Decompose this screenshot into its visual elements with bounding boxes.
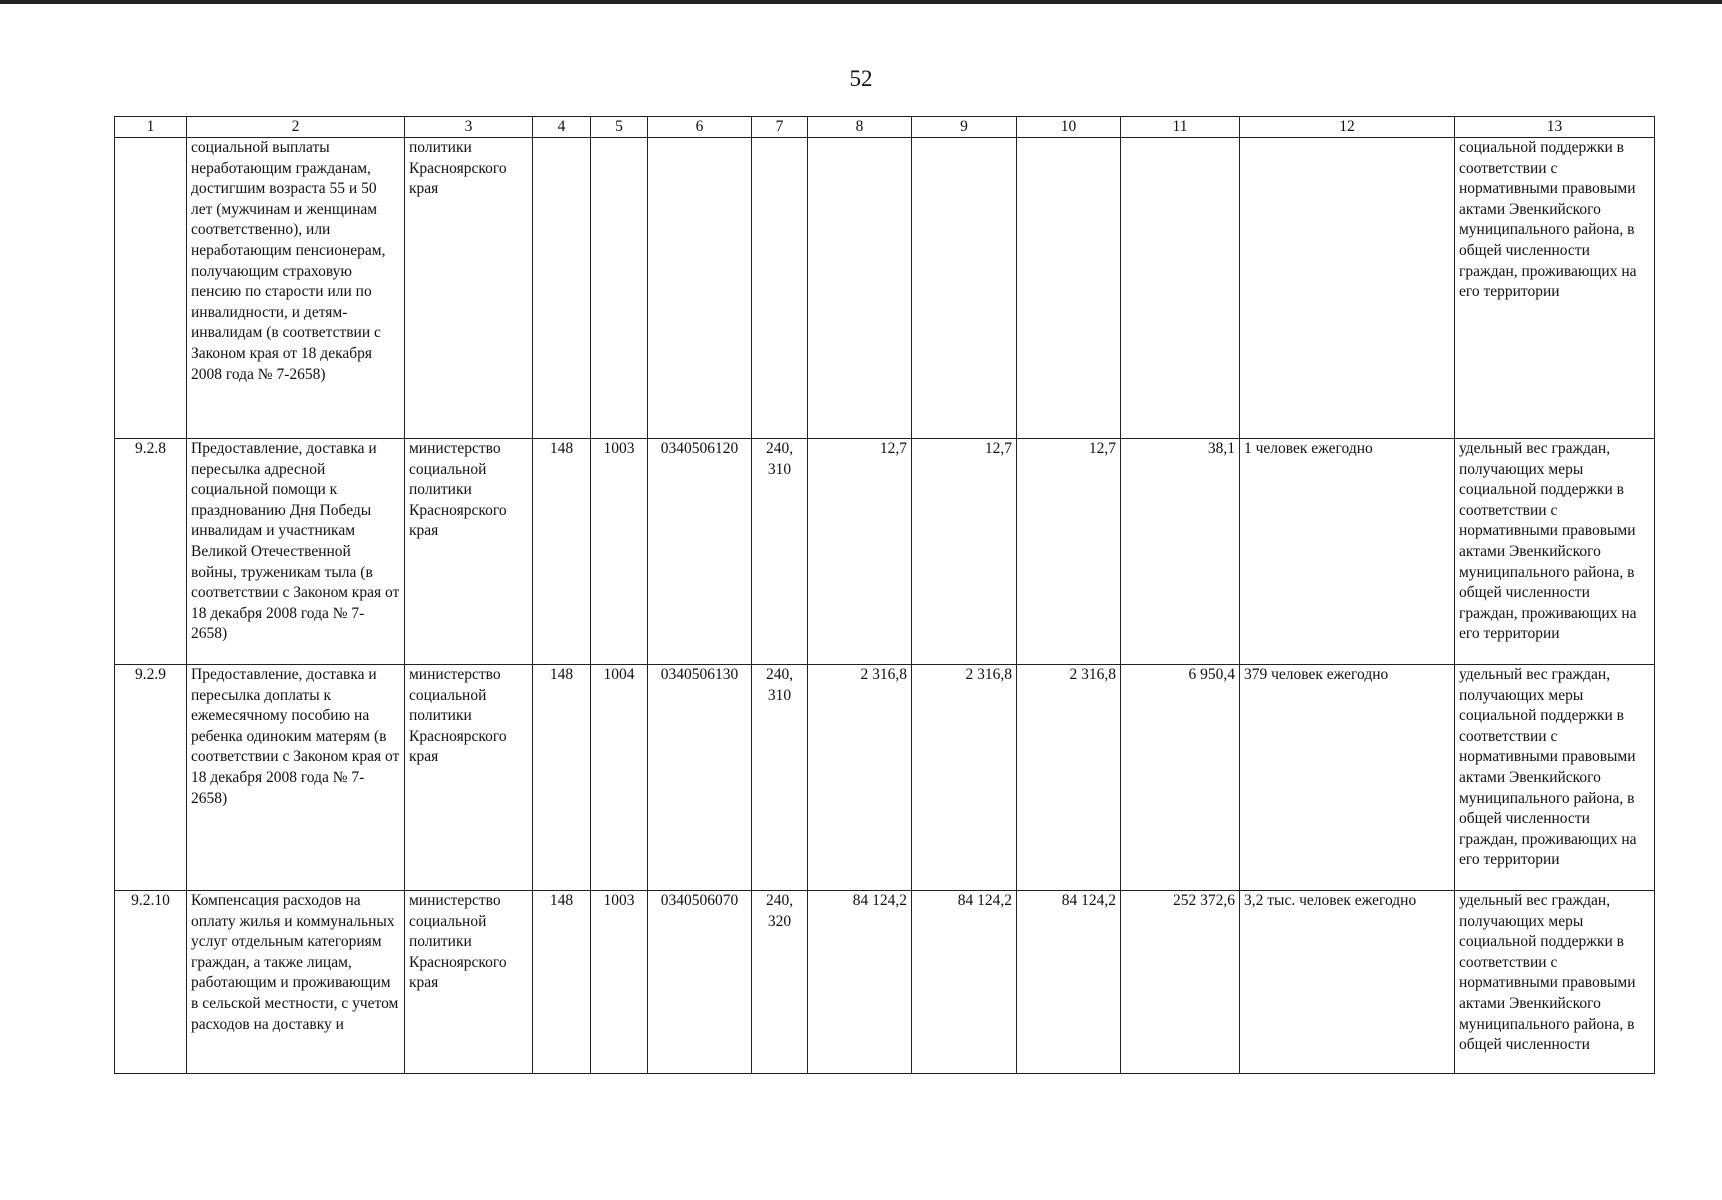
indicator-cell: удельный вес граждан, получающих меры социальной поддержки в соответствии с нормативными правовыми актами Эвенкийского муниципального района, в общей численности граждан, проживающих на его территории — [1455, 665, 1655, 891]
vr-cell: 240, 320 — [752, 891, 808, 1074]
grbs-cell: 148 — [533, 891, 591, 1074]
program-activities-table — [114, 116, 1655, 1074]
column-header: 12 — [1240, 117, 1455, 138]
year1-amount-cell: 84 124,2 — [808, 891, 912, 1074]
executor-cell: министерство социальной политики Красноярского края — [405, 665, 533, 891]
activity-name-cell: Компенсация расходов на оплату жилья и коммунальных услуг отдельным категориям граждан, а также лицам, работающим и проживающим в сельской местности, с учетом расходов на доставку и — [187, 891, 405, 1074]
column-header: 5 — [591, 117, 648, 138]
program-table-wrapper — [114, 116, 1654, 1074]
rzpr-cell — [591, 138, 648, 439]
top-border-line — [0, 0, 1722, 4]
activity-name-cell: социальной выплаты неработающим гражданам, достигшим возраста 55 и 50 лет (мужчинам и женщинам соответственно), или неработающим пенсионерам, получающим страховую пенсию по старости или по инвалидности, и детям-инвалидам (в соответствии с Законом края от 18 декабря 2008 года № 7-2658) — [187, 138, 405, 439]
total-amount-cell: 38,1 — [1121, 439, 1240, 665]
year2-amount-cell: 84 124,2 — [912, 891, 1017, 1074]
row-number-cell: 9.2.9 — [115, 665, 187, 891]
column-header: 4 — [533, 117, 591, 138]
column-header: 11 — [1121, 117, 1240, 138]
rzpr-cell: 1003 — [591, 891, 648, 1074]
column-number-header-row — [115, 117, 1655, 138]
column-header: 2 — [187, 117, 405, 138]
column-header: 10 — [1017, 117, 1121, 138]
column-header: 8 — [808, 117, 912, 138]
table-row — [115, 138, 1655, 439]
year1-amount-cell: 2 316,8 — [808, 665, 912, 891]
csr-cell: 0340506130 — [648, 665, 752, 891]
table-row — [115, 439, 1655, 665]
year3-amount-cell: 2 316,8 — [1017, 665, 1121, 891]
indicator-cell: удельный вес граждан, получающих меры социальной поддержки в соответствии с нормативными правовыми актами Эвенкийского муниципального района, в общей численности граждан, проживающих на его территории — [1455, 439, 1655, 665]
activity-name-cell: Предоставление, доставка и пересылка доплаты к ежемесячному пособию на ребенка одиноким матерям (в соответствии с Законом края от 18 декабря 2008 года № 7-2658) — [187, 665, 405, 891]
table-row — [115, 891, 1655, 1074]
page-number: 52 — [849, 66, 873, 91]
executor-cell: министерство социальной политики Красноярского края — [405, 439, 533, 665]
vr-cell — [752, 138, 808, 439]
executor-cell: политики Красноярского края — [405, 138, 533, 439]
column-header: 7 — [752, 117, 808, 138]
total-amount-cell: 6 950,4 — [1121, 665, 1240, 891]
rzpr-cell: 1003 — [591, 439, 648, 665]
vr-cell: 240, 310 — [752, 665, 808, 891]
year2-amount-cell: 2 316,8 — [912, 665, 1017, 891]
column-header: 9 — [912, 117, 1017, 138]
year2-amount-cell — [912, 138, 1017, 439]
csr-cell: 0340506120 — [648, 439, 752, 665]
column-header: 6 — [648, 117, 752, 138]
rzpr-cell: 1004 — [591, 665, 648, 891]
table-row — [115, 665, 1655, 891]
column-header: 13 — [1455, 117, 1655, 138]
csr-cell: 0340506070 — [648, 891, 752, 1074]
year3-amount-cell: 84 124,2 — [1017, 891, 1121, 1074]
total-amount-cell — [1121, 138, 1240, 439]
expected-result-cell: 1 человек ежегодно — [1240, 439, 1455, 665]
indicator-cell: удельный вес граждан, получающих меры социальной поддержки в соответствии с нормативными правовыми актами Эвенкийского муниципального района, в общей численности — [1455, 891, 1655, 1074]
year1-amount-cell: 12,7 — [808, 439, 912, 665]
total-amount-cell: 252 372,6 — [1121, 891, 1240, 1074]
grbs-cell: 148 — [533, 439, 591, 665]
row-number-cell — [115, 138, 187, 439]
year1-amount-cell — [808, 138, 912, 439]
activity-name-cell: Предоставление, доставка и пересылка адресной социальной помощи к празднованию Дня Победы инвалидам и участникам Великой Отечественной войны, труженикам тыла (в соответствии с Законом края от 18 декабря 2008 года № 7-2658) — [187, 439, 405, 665]
expected-result-cell: 379 человек ежегодно — [1240, 665, 1455, 891]
row-number-cell: 9.2.10 — [115, 891, 187, 1074]
vr-cell: 240, 310 — [752, 439, 808, 665]
grbs-cell: 148 — [533, 665, 591, 891]
row-number-cell: 9.2.8 — [115, 439, 187, 665]
year2-amount-cell: 12,7 — [912, 439, 1017, 665]
csr-cell — [648, 138, 752, 439]
year3-amount-cell: 12,7 — [1017, 439, 1121, 665]
executor-cell: министерство социальной политики Красноярского края — [405, 891, 533, 1074]
year3-amount-cell — [1017, 138, 1121, 439]
grbs-cell — [533, 138, 591, 439]
expected-result-cell — [1240, 138, 1455, 439]
column-header: 3 — [405, 117, 533, 138]
indicator-cell: социальной поддержки в соответствии с нормативными правовыми актами Эвенкийского муниципального района, в общей численности граждан, проживающих на его территории — [1455, 138, 1655, 439]
expected-result-cell: 3,2 тыс. человек ежегодно — [1240, 891, 1455, 1074]
column-header: 1 — [115, 117, 187, 138]
